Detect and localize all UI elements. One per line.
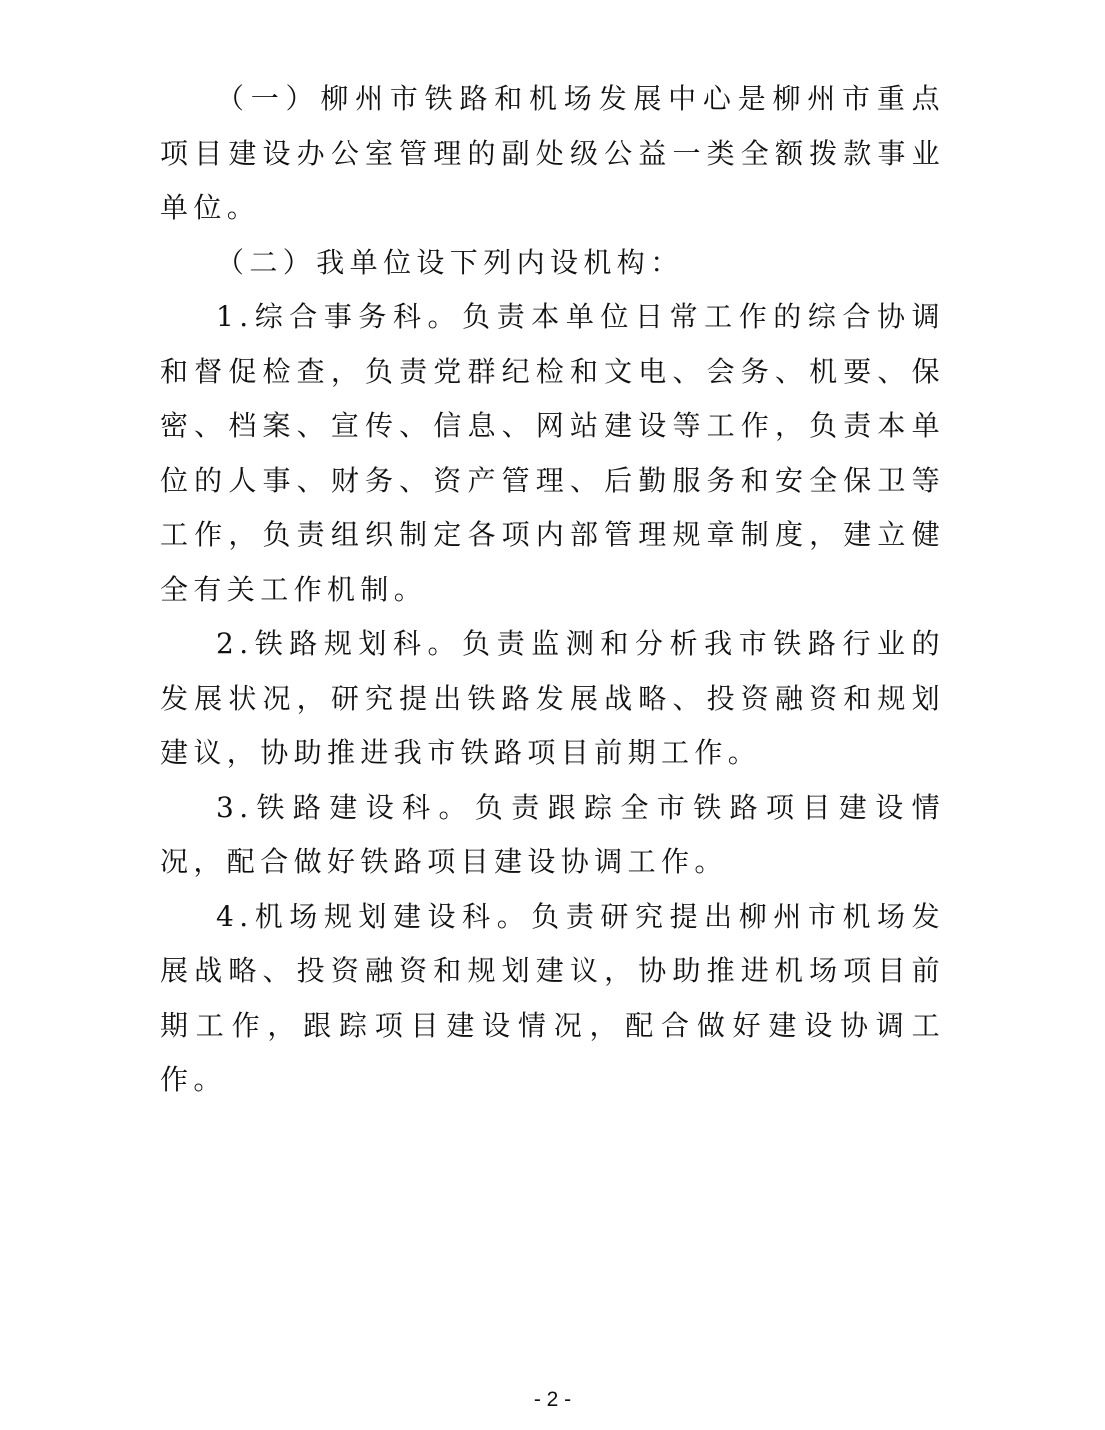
paragraph-internal-structure-heading: （二）我单位设下列内设机构： — [216, 245, 684, 279]
paragraph-general-affairs-section: 1.综合事务科。负责本单位日常工作的综合协调和督促检查，负责党群纪检和文电、会务、机要、保密、档案、宣传、信息、网站建设等工作，负责本单位的人事、财务、资产管理、后勤服务和安全保卫等工作，负责组织制定各项内部管理规章制度，建立健全有关工作机制。 — [160, 300, 945, 606]
page-number: - 2 - — [533, 1388, 572, 1411]
paragraph-airport-planning-section: 4.机场规划建设科。负责研究提出柳州市机场发展战略、投资融资和规划建议，协助推进机场项目前期工作，跟踪项目建设情况，配合做好建设协调工作。 — [160, 899, 945, 1096]
paragraph-unit-description: （一）柳州市铁路和机场发展中心是柳州市重点项目建设办公室管理的副处级公益一类全额拨款事业单位。 — [160, 82, 945, 224]
paragraph-railway-planning-section: 2.铁路规划科。负责监测和分析我市铁路行业的发展状况，研究提出铁路发展战略、投资融资和规划建议，协助推进我市铁路项目前期工作。 — [160, 627, 945, 769]
paragraph-railway-construction-section: 3.铁路建设科。负责跟踪全市铁路项目建设情况，配合做好铁路项目建设协调工作。 — [160, 790, 945, 878]
document-body — [160, 72, 945, 1108]
